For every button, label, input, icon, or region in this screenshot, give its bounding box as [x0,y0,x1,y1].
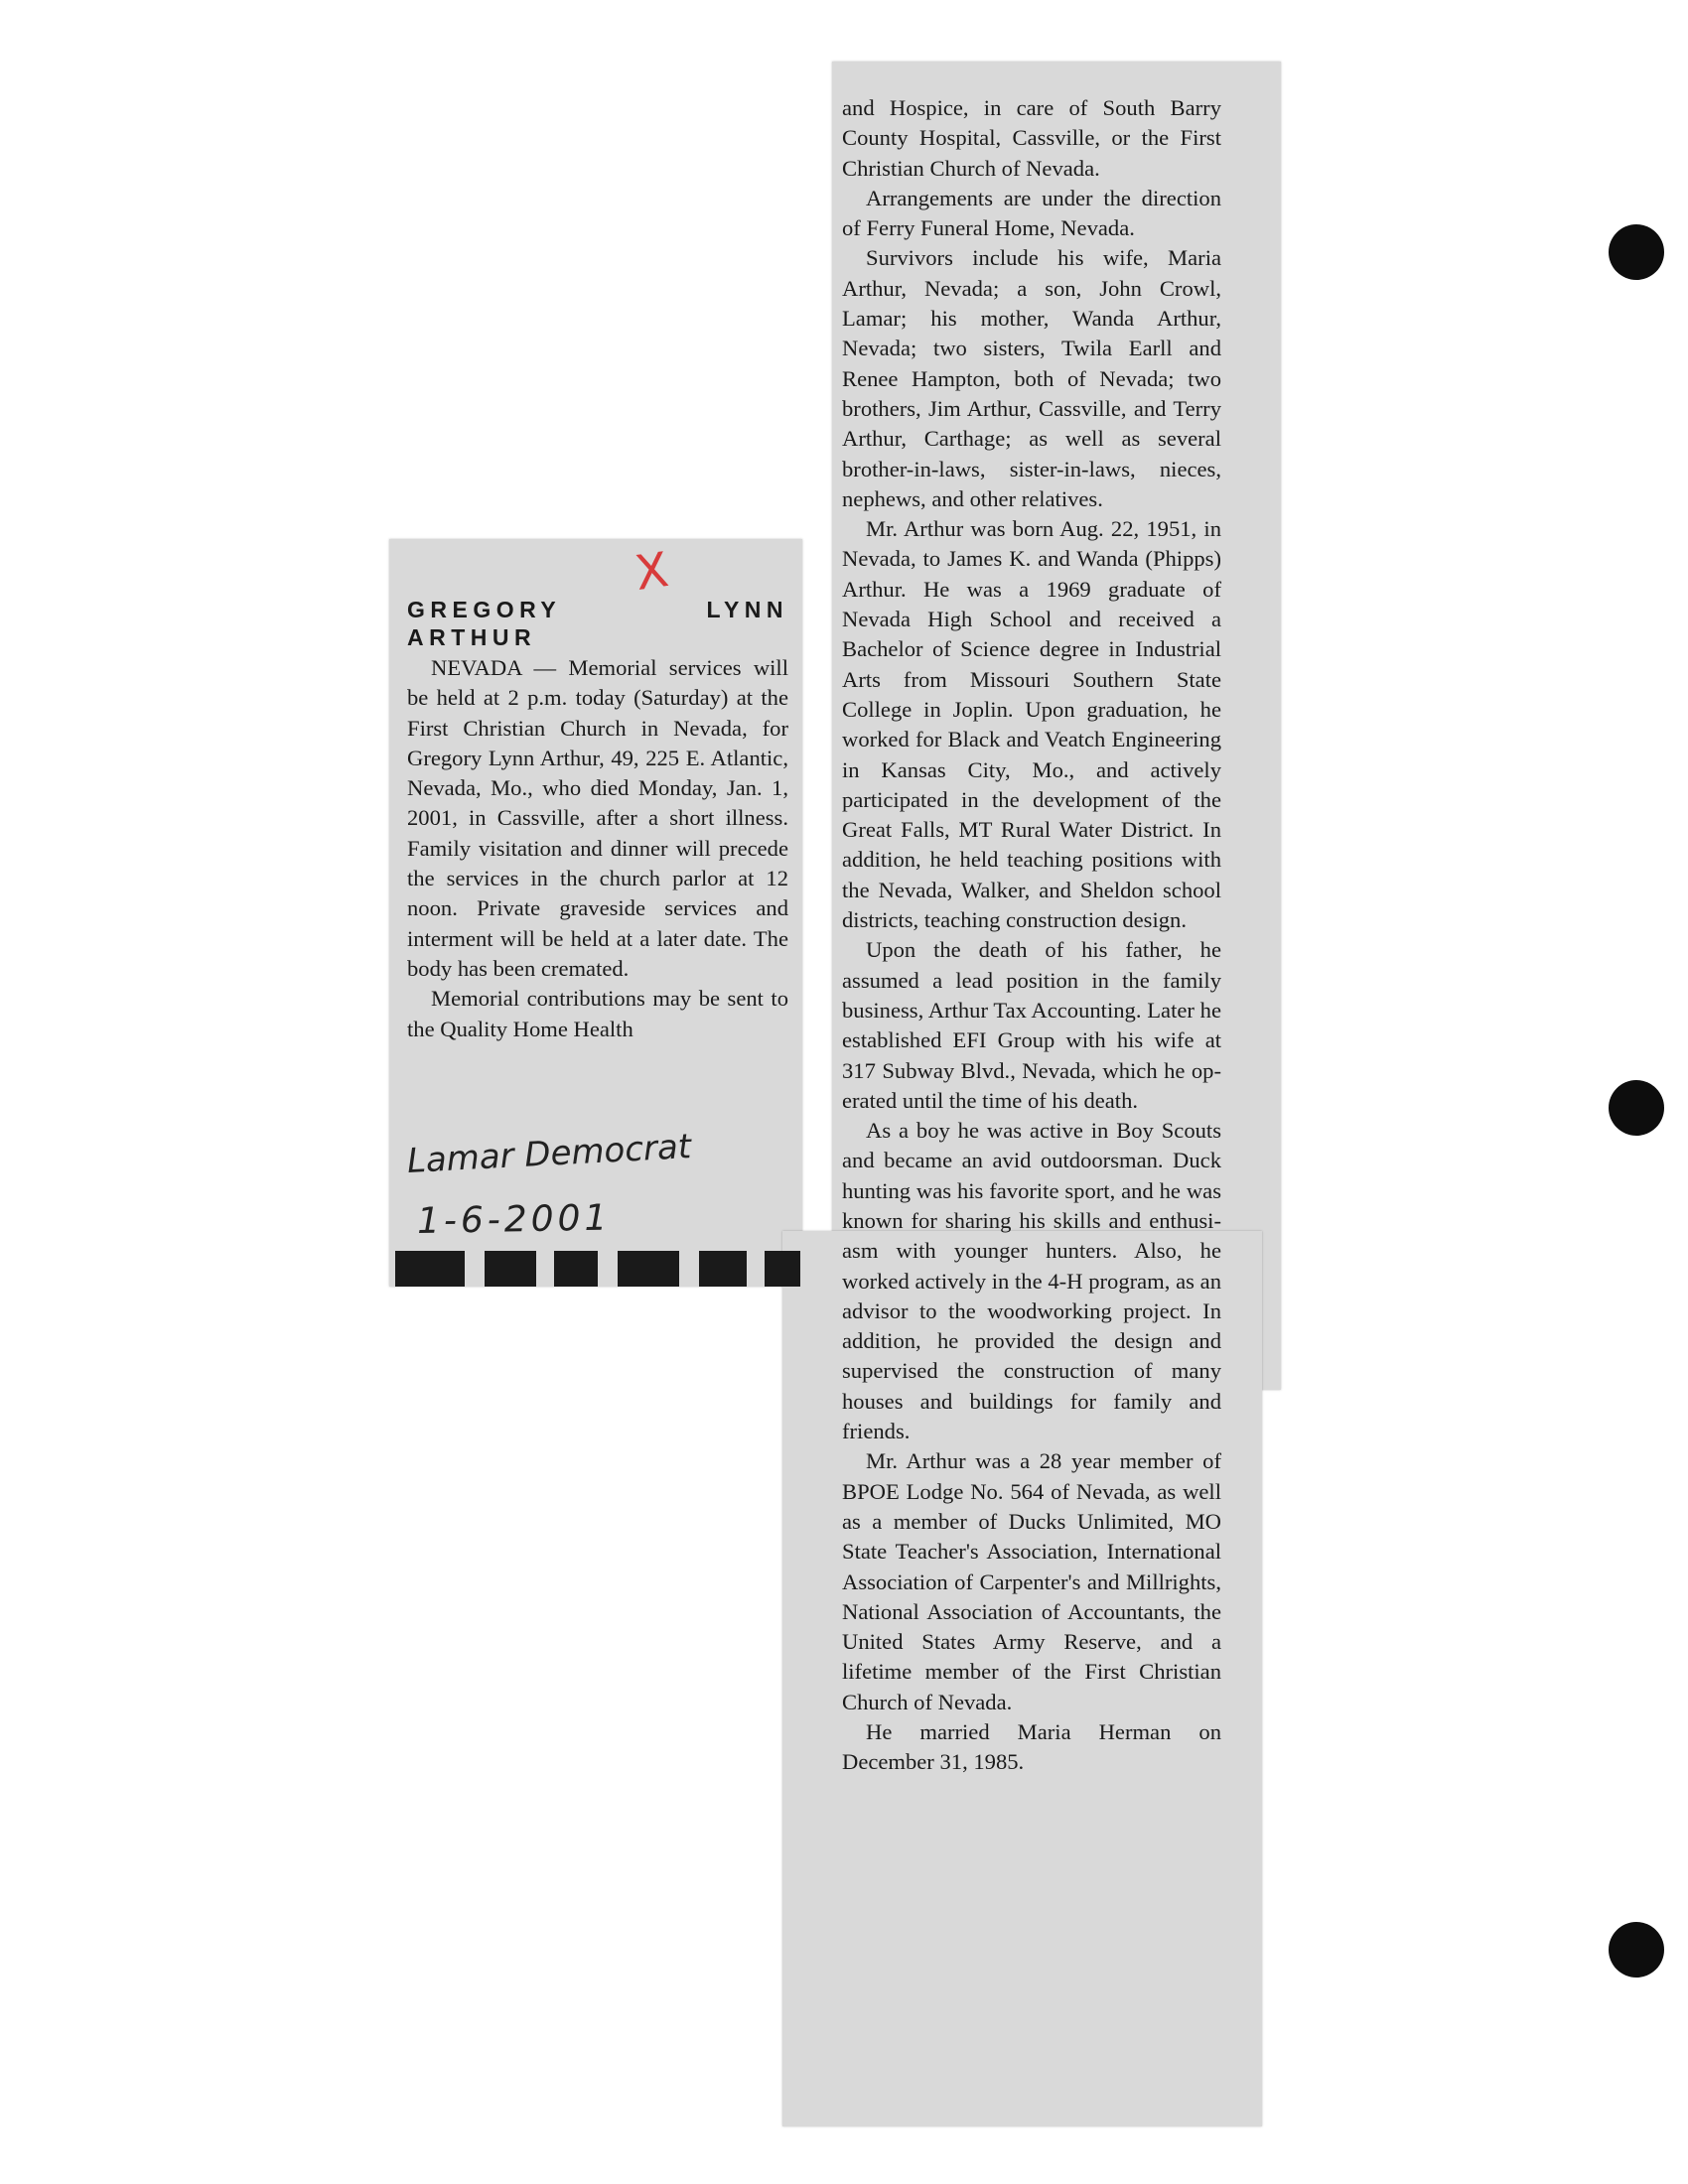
binder-hole [1609,224,1664,280]
headline-first-name: GREGORY [407,597,562,622]
handwritten-date: 1-6-2001 [416,1197,612,1242]
cut-off-headline-fragment [395,1251,800,1287]
binder-hole [1609,1080,1664,1136]
handwritten-newspaper-name: Lamar Democrat [405,1127,693,1181]
binder-hole [1609,1922,1664,1978]
obituary-paragraph: and Hospice, in care of South Barry County Hospital, Cassville, or the First Christian Church of Nevada. [842,95,1221,181]
obituary-headline [407,596,788,651]
obituary-paragraph: As a boy he was active in Boy Scouts and became an avid outdoorsman. Duck hunting was his favorite sport, and he was known for sharing his skills and enthusiasm with younger hunters. Also, he worked actively in the 4-H program, as an advisor to the woodworking project. In addition, he provided the design and supervised the construction of many houses and buildings for family and friends. [842,1118,1221,1444]
obituary-paragraph: NEVADA — Memorial services will be held at 2 p.m. today (Saturday) at the First Christian Church in Nevada, for Gregory Lynn Arthur, 49, 225 E. Atlantic, Nevada, Mo., who died Monday, Jan. 1, 2001, in Cassville, after a short illness. Family visitation and dinner will precede the services in the church parlor at 12 noon. Private graveside services and interment will be held at a later date. The body has been cremated. [407,655,788,981]
red-x-mark: X [632,541,672,603]
obituary-paragraph: Memorial contributions may be sent to the Quality Home Health [407,986,788,1041]
obituary-paragraph: Upon the death of his father, he assumed a lead position in the family business, Arthur Tax Accounting. Later he established EFI Group with his wife at 317 Subway Blvd., Nevada, which he operated until the time of his death. [842,937,1221,1113]
headline-middle-name: LYNN [706,597,788,622]
obituary-paragraph: Survivors include his wife, Maria Arthur, Nevada; a son, John Crowl, Lamar; his mother, Wanda Arthur, Nevada; two sisters, Twila Earll and Renee Hampton, both of Nevada; two brothers, Jim Arthur, Cassville, and Terry Arthur, Carthage; as well as several brother-in-laws, sister-in-laws, nieces, nephews, and other relatives. [842,245,1221,511]
headline-last-name: ARTHUR [407,624,537,650]
obituary-paragraph: Mr. Arthur was born Aug. 22, 1951, in Nevada, to James K. and Wanda (Phipps) Arthur. He was a 1969 graduate of Nevada High School and received a Bachelor of Science degree in Industrial Arts from Missouri Southern State College in Joplin. Upon graduation, he worked for Black and Veatch Engineering in Kansas City, Mo., and actively participated in the development of the Great Falls, MT Rural Water District. In addition, he held teaching positions with the Nevada, Walker, and Sheldon school districts, teaching construction design. [842,516,1221,933]
obituary-left-column [407,596,788,1044]
obituary-paragraph: He married Maria Herman on December 31, 1985. [842,1719,1221,1775]
obituary-right-column [842,93,1221,1778]
obituary-paragraph: Mr. Arthur was a 28 year member of BPOE Lodge No. 564 of Nevada, as well as a member of Ducks Unlimited, MO State Teacher's Association, International Association of Carpenter's and Millrights, National Association of Accountants, the United States Army Reserve, and a lifetime member of the First Christian Church of Nevada. [842,1448,1221,1714]
obituary-paragraph: Arrangements are under the direction of Ferry Funeral Home, Nevada. [842,185,1221,241]
